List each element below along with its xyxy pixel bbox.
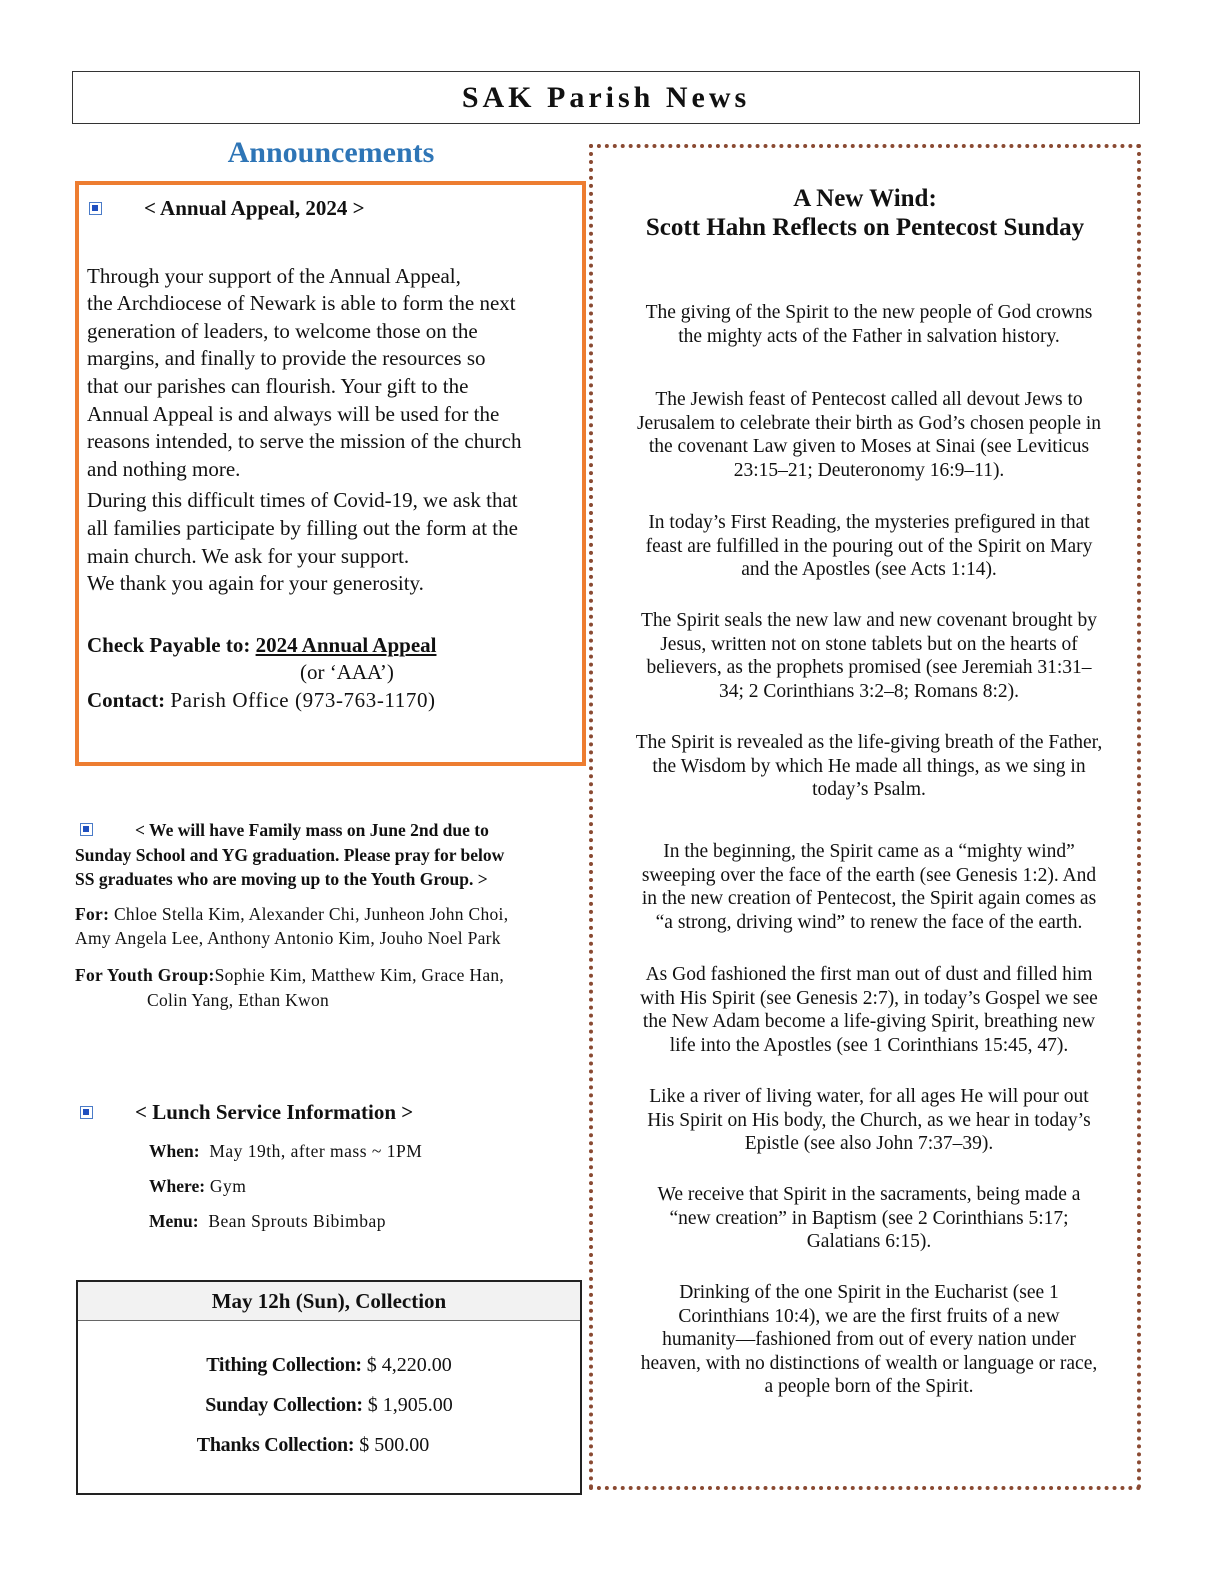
thanks-value: $ 500.00 <box>359 1434 430 1456</box>
article-line: Drinking of the one Spirit in the Eucharist (see 1 <box>679 1282 1059 1303</box>
tithing-label: Tithing Collection: <box>206 1354 362 1376</box>
youth-group-list <box>75 963 587 1012</box>
text-line: Sunday School and YG graduation. Please pray for below <box>75 844 505 865</box>
text-line: the Archdiocese of Newark is able to form the next <box>87 291 516 316</box>
article-line: the Wisdom by which He made all things, as we sing in <box>652 755 1086 777</box>
article-line: The Spirit seals the new law and new covenant brought by <box>641 610 1097 631</box>
article-line: and the Apostles (see Acts 1:14). <box>741 559 997 581</box>
appeal-paragraph-1 <box>87 263 576 484</box>
article-line: “a strong, driving wind” to renew the face of the earth. <box>655 911 1083 933</box>
article-line: Corinthians 10:4), we are the first fruits of a new <box>678 1305 1060 1327</box>
article-line: Galatians 6:15). <box>806 1231 932 1253</box>
article-line: sweeping over the face of the earth (see Genesis 1:2). And <box>641 864 1097 886</box>
article-line: the mighty acts of the Father in salvation history. <box>678 325 1060 347</box>
article-paragraph <box>599 388 1139 482</box>
article-line: 34; 2 Corinthians 3:2–8; Romans 8:2). <box>718 680 1020 702</box>
article-line: We receive that Spirit in the sacraments, being made a <box>657 1184 1081 1205</box>
graduates-list <box>75 902 587 951</box>
article-paragraph <box>599 840 1139 934</box>
article-title-line-2: Scott Hahn Reflects on Pentecost Sunday <box>645 214 1085 241</box>
for-label: For: <box>75 903 110 924</box>
article-line: The giving of the Spirit to the new people of God crowns <box>645 302 1093 323</box>
text-line: main church. We ask for your support. <box>87 543 410 568</box>
check-payable-line <box>87 632 576 660</box>
article-line: today’s Psalm. <box>812 779 926 801</box>
text-line: < We will have Family mass on June 2nd due to <box>135 820 489 840</box>
collection-heading: May 12h (Sun), Collection <box>78 1282 580 1321</box>
family-mass-section <box>75 818 587 1012</box>
article-line: “new creation” in Baptism (see 2 Corinthians 5:17; <box>669 1207 1069 1229</box>
article-line: the covenant Law given to Moses at Sinai (see Leviticus <box>648 436 1090 458</box>
lunch-where-row <box>149 1176 580 1197</box>
article-line: Like a river of living water, for all ages He will pour out <box>649 1086 1089 1107</box>
menu-value: Bean Sprouts Bibimbap <box>208 1211 387 1231</box>
annual-appeal-box <box>75 181 586 766</box>
article-line: The Jewish feast of Pentecost called all devout Jews to <box>655 389 1083 410</box>
contact-value: Parish Office (973-763-1170) <box>170 687 436 712</box>
article-paragraph <box>599 609 1139 703</box>
article-line: Epistle (see also John 7:37–39). <box>744 1133 994 1155</box>
article-box <box>589 144 1141 1490</box>
article-line: In today’s First Reading, the mysteries prefigured in that <box>648 512 1090 533</box>
checkbox-bullet-icon <box>80 1106 93 1119</box>
article-line: His Spirit on His body, the Church, as we hear in today’s <box>647 1109 1091 1131</box>
check-payable-value: 2024 Annual Appeal <box>255 632 437 657</box>
article-paragraph <box>599 1183 1139 1254</box>
article-line: In the beginning, the Spirit came as a “mighty wind” <box>663 841 1075 862</box>
article-line: a people born of the Spirit. <box>764 1376 974 1398</box>
article-line: Jesus, written not on stone tablets but on the hearts of <box>660 633 1078 655</box>
family-mass-heading <box>75 818 587 892</box>
text-line: reasons intended, to serve the mission of the church <box>87 429 522 454</box>
annual-appeal-heading <box>87 195 576 223</box>
when-label: When: <box>149 1141 200 1161</box>
lunch-when-row <box>149 1141 580 1162</box>
article-line: believers, as the prophets promised (see Jeremiah 31:31– <box>646 657 1092 679</box>
sunday-value: $ 1,905.00 <box>367 1394 453 1416</box>
newsletter-title-text: SAK Parish News <box>461 80 751 114</box>
article-line: heaven, with no distinctions of wealth or language or race, <box>640 1352 1098 1374</box>
annual-appeal-title: < Annual Appeal, 2024 > <box>144 196 365 220</box>
lunch-service-title: < Lunch Service Information > <box>135 1100 414 1124</box>
article-paragraph <box>599 1085 1139 1156</box>
thanks-label: Thanks Collection: <box>196 1434 355 1456</box>
article-title <box>593 184 1137 242</box>
where-value: Gym <box>209 1176 247 1196</box>
sunday-label: Sunday Collection: <box>205 1394 363 1416</box>
article-line: The Spirit is revealed as the life-giving breath of the Father, <box>635 732 1103 753</box>
youth-group-label: For Youth Group: <box>75 964 215 985</box>
text-line: SS graduates who are moving up to the Youth Group. > <box>75 869 488 890</box>
article-paragraph <box>599 731 1139 802</box>
text-line: generation of leaders, to welcome those on the <box>87 318 478 343</box>
text-line: that our parishes can flourish. Your gift to the <box>87 373 469 398</box>
collection-box <box>76 1280 582 1495</box>
sunday-collection-row <box>78 1394 580 1417</box>
article-paragraph <box>599 1281 1139 1399</box>
lunch-menu-row <box>149 1211 580 1232</box>
when-value: May 19th, after mass ~ 1PM <box>209 1141 423 1161</box>
article-line: Jerusalem to celebrate their birth as God’s chosen people in <box>636 412 1102 434</box>
text-line: Annual Appeal is and always will be used for the <box>87 401 500 426</box>
article-line: humanity—fashioned from out of every nation under <box>662 1329 1076 1351</box>
appeal-paragraph-2 <box>87 487 576 597</box>
tithing-collection-row <box>78 1354 580 1377</box>
contact-label: Contact: <box>87 687 166 712</box>
graduates-line-2: Amy Angela Lee, Anthony Antonio Kim, Jouho Noel Park <box>75 928 501 949</box>
article-line: with His Spirit (see Genesis 2:7), in today’s Gospel we see <box>640 987 1098 1009</box>
text-line: We thank you again for your generosity. <box>87 571 424 596</box>
article-line: life into the Apostles (see 1 Corinthians 15:45, 47). <box>669 1034 1069 1056</box>
where-label: Where: <box>149 1176 206 1196</box>
article-line: in the new creation of Pentecost, the Spirit again comes as <box>641 888 1097 910</box>
checkbox-bullet-icon <box>80 823 93 836</box>
article-paragraph <box>599 963 1139 1057</box>
text-line: During this difficult times of Covid-19, we ask that <box>87 488 518 513</box>
article-paragraph <box>599 301 1139 348</box>
article-line: the New Adam become a life-giving Spirit, breathing new <box>642 1011 1096 1033</box>
newsletter-title <box>72 71 1140 124</box>
thanks-collection-row <box>62 1434 564 1457</box>
check-alt-name: (or ‘AAA’) <box>300 660 394 685</box>
graduates-line-1: Chloe Stella Kim, Alexander Chi, Junheon John Choi, <box>113 903 509 924</box>
article-line: 23:15–21; Deuteronomy 16:9–11). <box>733 459 1005 481</box>
text-line: and nothing more. <box>87 456 241 481</box>
youth-group-line-1: Sophie Kim, Matthew Kim, Grace Han, <box>214 964 505 985</box>
lunch-service-heading <box>80 1100 580 1125</box>
menu-label: Menu: <box>149 1211 199 1231</box>
family-mass-heading-line-1 <box>75 818 587 843</box>
article-line: As God fashioned the first man out of dust and filled him <box>645 964 1093 985</box>
youth-group-line-2: Colin Yang, Ethan Kwon <box>147 989 330 1010</box>
tithing-value: $ 4,220.00 <box>366 1354 452 1376</box>
lunch-service-section <box>80 1100 580 1232</box>
announcements-heading: Announcements <box>227 136 435 169</box>
text-line: all families participate by filling out the form at the <box>87 515 518 540</box>
text-line: margins, and finally to provide the resources so <box>87 346 486 371</box>
check-payable-label: Check Payable to: <box>87 632 251 657</box>
checkbox-bullet-icon <box>89 202 102 215</box>
text-line: Through your support of the Annual Appeal, <box>87 263 461 288</box>
contact-line <box>87 687 576 715</box>
article-title-line-1: A New Wind: <box>793 185 937 212</box>
article-paragraph <box>599 511 1139 582</box>
article-line: feast are fulfilled in the pouring out of the Spirit on Mary <box>645 535 1093 557</box>
